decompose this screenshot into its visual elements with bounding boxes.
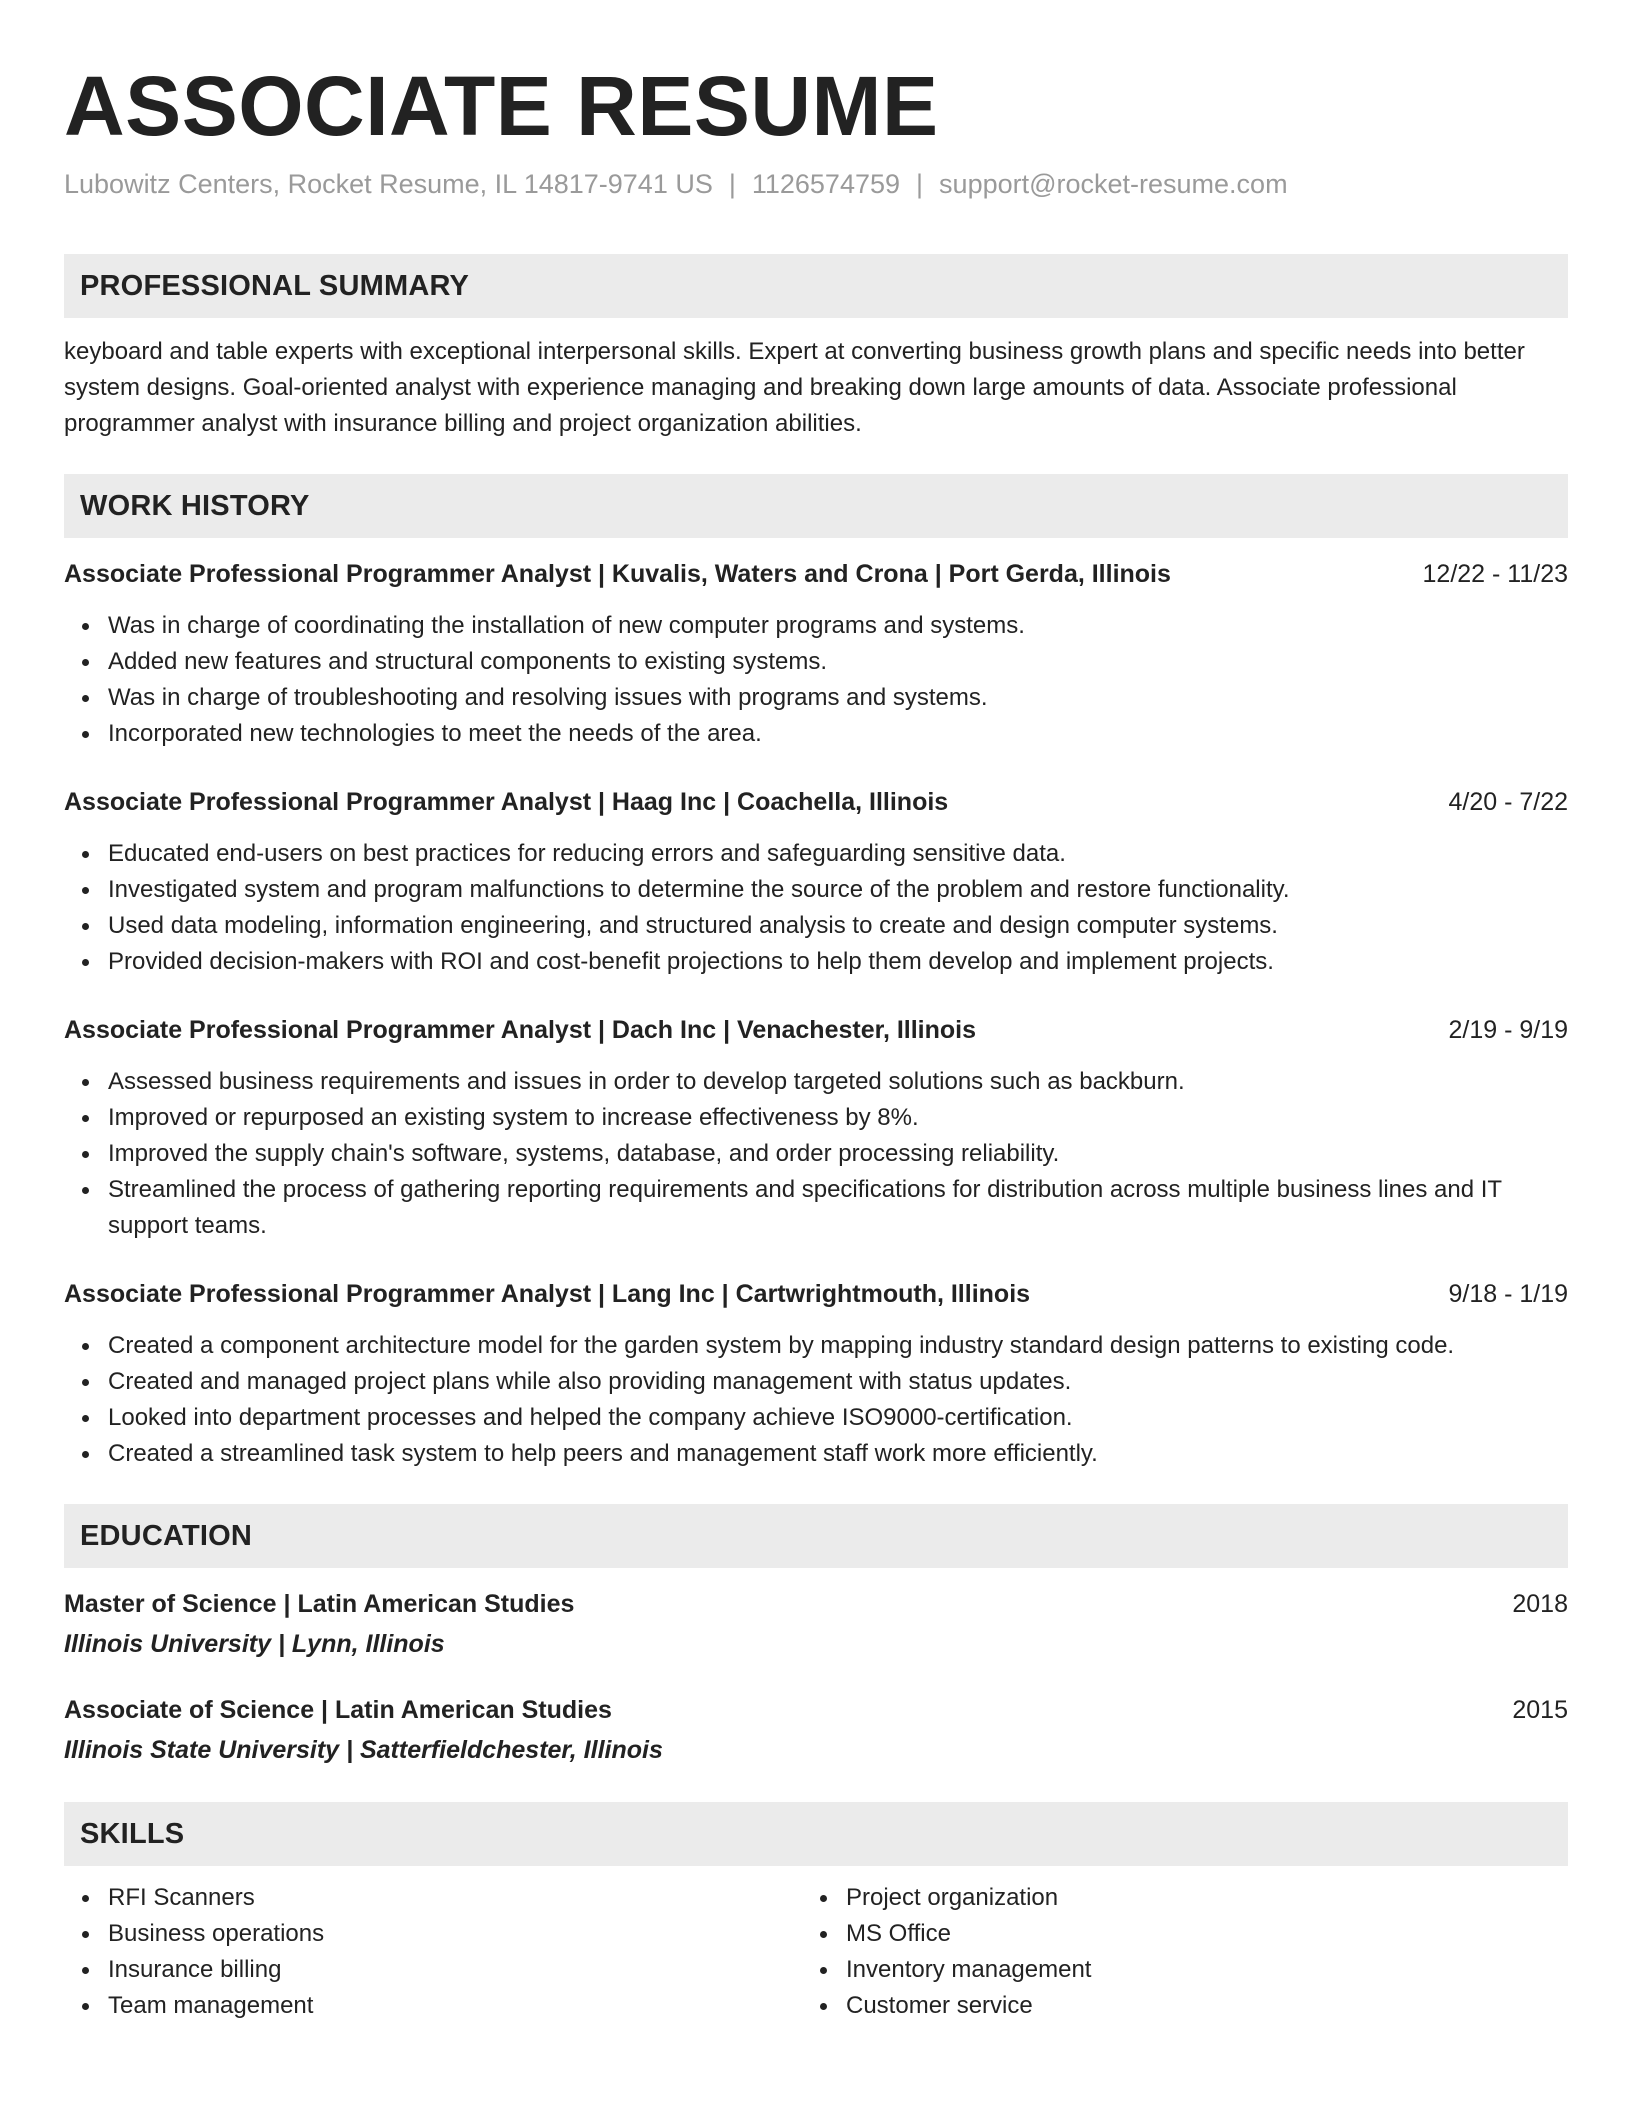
job-bullet: Incorporated new technologies to meet the needs of the area. <box>108 716 1568 752</box>
job-bullet: Improved or repurposed an existing system to increase effectiveness by 8%. <box>108 1100 1568 1136</box>
job-bullets <box>64 1064 1568 1244</box>
job-header <box>64 1276 1568 1312</box>
skill-item: Business operations <box>108 1916 802 1952</box>
contact-separator: | <box>728 169 736 199</box>
skill-item: Customer service <box>846 1988 1540 2024</box>
education-entry <box>64 1586 1568 1662</box>
job-bullet: Created a streamlined task system to help peers and management staff work more efficiently. <box>108 1436 1568 1472</box>
job-dates: 12/22 - 11/23 <box>1422 560 1568 588</box>
job-bullet: Streamlined the process of gathering reporting requirements and specifications for distribution across multiple business lines and IT support teams. <box>108 1172 1568 1244</box>
section-heading-summary: PROFESSIONAL SUMMARY <box>64 254 1568 318</box>
job-header <box>64 1012 1568 1048</box>
job-bullet: Was in charge of troubleshooting and resolving issues with programs and systems. <box>108 680 1568 716</box>
job-bullets <box>64 608 1568 752</box>
job-title: Associate Professional Programmer Analyst | Kuvalis, Waters and Crona | Port Gerda, Illinois <box>64 560 1171 588</box>
contact-email: support@rocket-resume.com <box>939 169 1288 199</box>
skills-column-left <box>64 1880 802 2024</box>
job-title: Associate Professional Programmer Analyst | Dach Inc | Venachester, Illinois <box>64 1016 977 1044</box>
skills-list-right <box>802 1880 1540 2024</box>
job-title: Associate Professional Programmer Analyst | Haag Inc | Coachella, Illinois <box>64 788 949 816</box>
job-bullets <box>64 836 1568 980</box>
job-dates: 2/19 - 9/19 <box>1448 1016 1568 1044</box>
job-bullets <box>64 1328 1568 1472</box>
section-heading-education: EDUCATION <box>64 1504 1568 1568</box>
job-bullet: Added new features and structural components to existing systems. <box>108 644 1568 680</box>
education-entry <box>64 1692 1568 1768</box>
skill-item: RFI Scanners <box>108 1880 802 1916</box>
skill-item: MS Office <box>846 1916 1540 1952</box>
job-bullet: Was in charge of coordinating the installation of new computer programs and systems. <box>108 608 1568 644</box>
job-bullet: Created a component architecture model for the garden system by mapping industry standard design patterns to existing code. <box>108 1328 1568 1364</box>
job-entry <box>64 1012 1568 1244</box>
contact-line <box>64 166 1568 202</box>
job-bullet: Investigated system and program malfunctions to determine the source of the problem and restore functionality. <box>108 872 1568 908</box>
job-bullet: Improved the supply chain's software, systems, database, and order processing reliability. <box>108 1136 1568 1172</box>
job-header <box>64 784 1568 820</box>
section-heading-skills: SKILLS <box>64 1802 1568 1866</box>
job-bullet: Provided decision-makers with ROI and cost-benefit projections to help them develop and implement projects. <box>108 944 1568 980</box>
job-bullet: Created and managed project plans while also providing management with status updates. <box>108 1364 1568 1400</box>
education-year: 2015 <box>1512 1696 1568 1724</box>
education-school: Illinois State University | Satterfieldchester, Illinois <box>64 1736 663 1764</box>
skill-item: Project organization <box>846 1880 1540 1916</box>
job-bullet: Assessed business requirements and issues in order to develop targeted solutions such as backburn. <box>108 1064 1568 1100</box>
contact-separator: | <box>916 169 924 199</box>
job-entry <box>64 784 1568 980</box>
skills-grid <box>64 1880 1568 2024</box>
job-bullet: Used data modeling, information engineering, and structured analysis to create and design computer systems. <box>108 908 1568 944</box>
skill-item: Insurance billing <box>108 1952 802 1988</box>
education-header <box>64 1586 1568 1622</box>
resume-title: ASSOCIATE RESUME <box>64 59 939 153</box>
skill-item: Inventory management <box>846 1952 1540 1988</box>
job-header <box>64 556 1568 592</box>
job-bullet: Looked into department processes and helped the company achieve ISO9000-certification. <box>108 1400 1568 1436</box>
job-entry <box>64 556 1568 752</box>
skill-item: Team management <box>108 1988 802 2024</box>
contact-address: Lubowitz Centers, Rocket Resume, IL 14817-9741 US <box>64 169 713 199</box>
job-entry <box>64 1276 1568 1472</box>
contact-phone: 1126574759 <box>751 169 901 199</box>
education-header <box>64 1692 1568 1728</box>
summary-text: keyboard and table experts with exceptional interpersonal skills. Expert at converting business growth plans and specific needs into better system designs. Goal-oriented analyst with experience managing and breaking down large amounts of data. Associate professional programmer analyst with insurance billing and project organization abilities. <box>64 338 1525 437</box>
section-heading-work-history: WORK HISTORY <box>64 474 1568 538</box>
job-dates: 9/18 - 1/19 <box>1448 1280 1568 1308</box>
education-school: Illinois University | Lynn, Illinois <box>64 1630 445 1658</box>
skills-list-left <box>64 1880 802 2024</box>
education-degree: Associate of Science | Latin American Studies <box>64 1696 612 1724</box>
job-dates: 4/20 - 7/22 <box>1448 788 1568 816</box>
skills-column-right <box>802 1880 1540 2024</box>
job-title: Associate Professional Programmer Analyst | Lang Inc | Cartwrightmouth, Illinois <box>64 1280 1031 1308</box>
education-degree: Master of Science | Latin American Studies <box>64 1590 575 1618</box>
education-year: 2018 <box>1512 1590 1568 1618</box>
job-bullet: Educated end-users on best practices for reducing errors and safeguarding sensitive data. <box>108 836 1568 872</box>
